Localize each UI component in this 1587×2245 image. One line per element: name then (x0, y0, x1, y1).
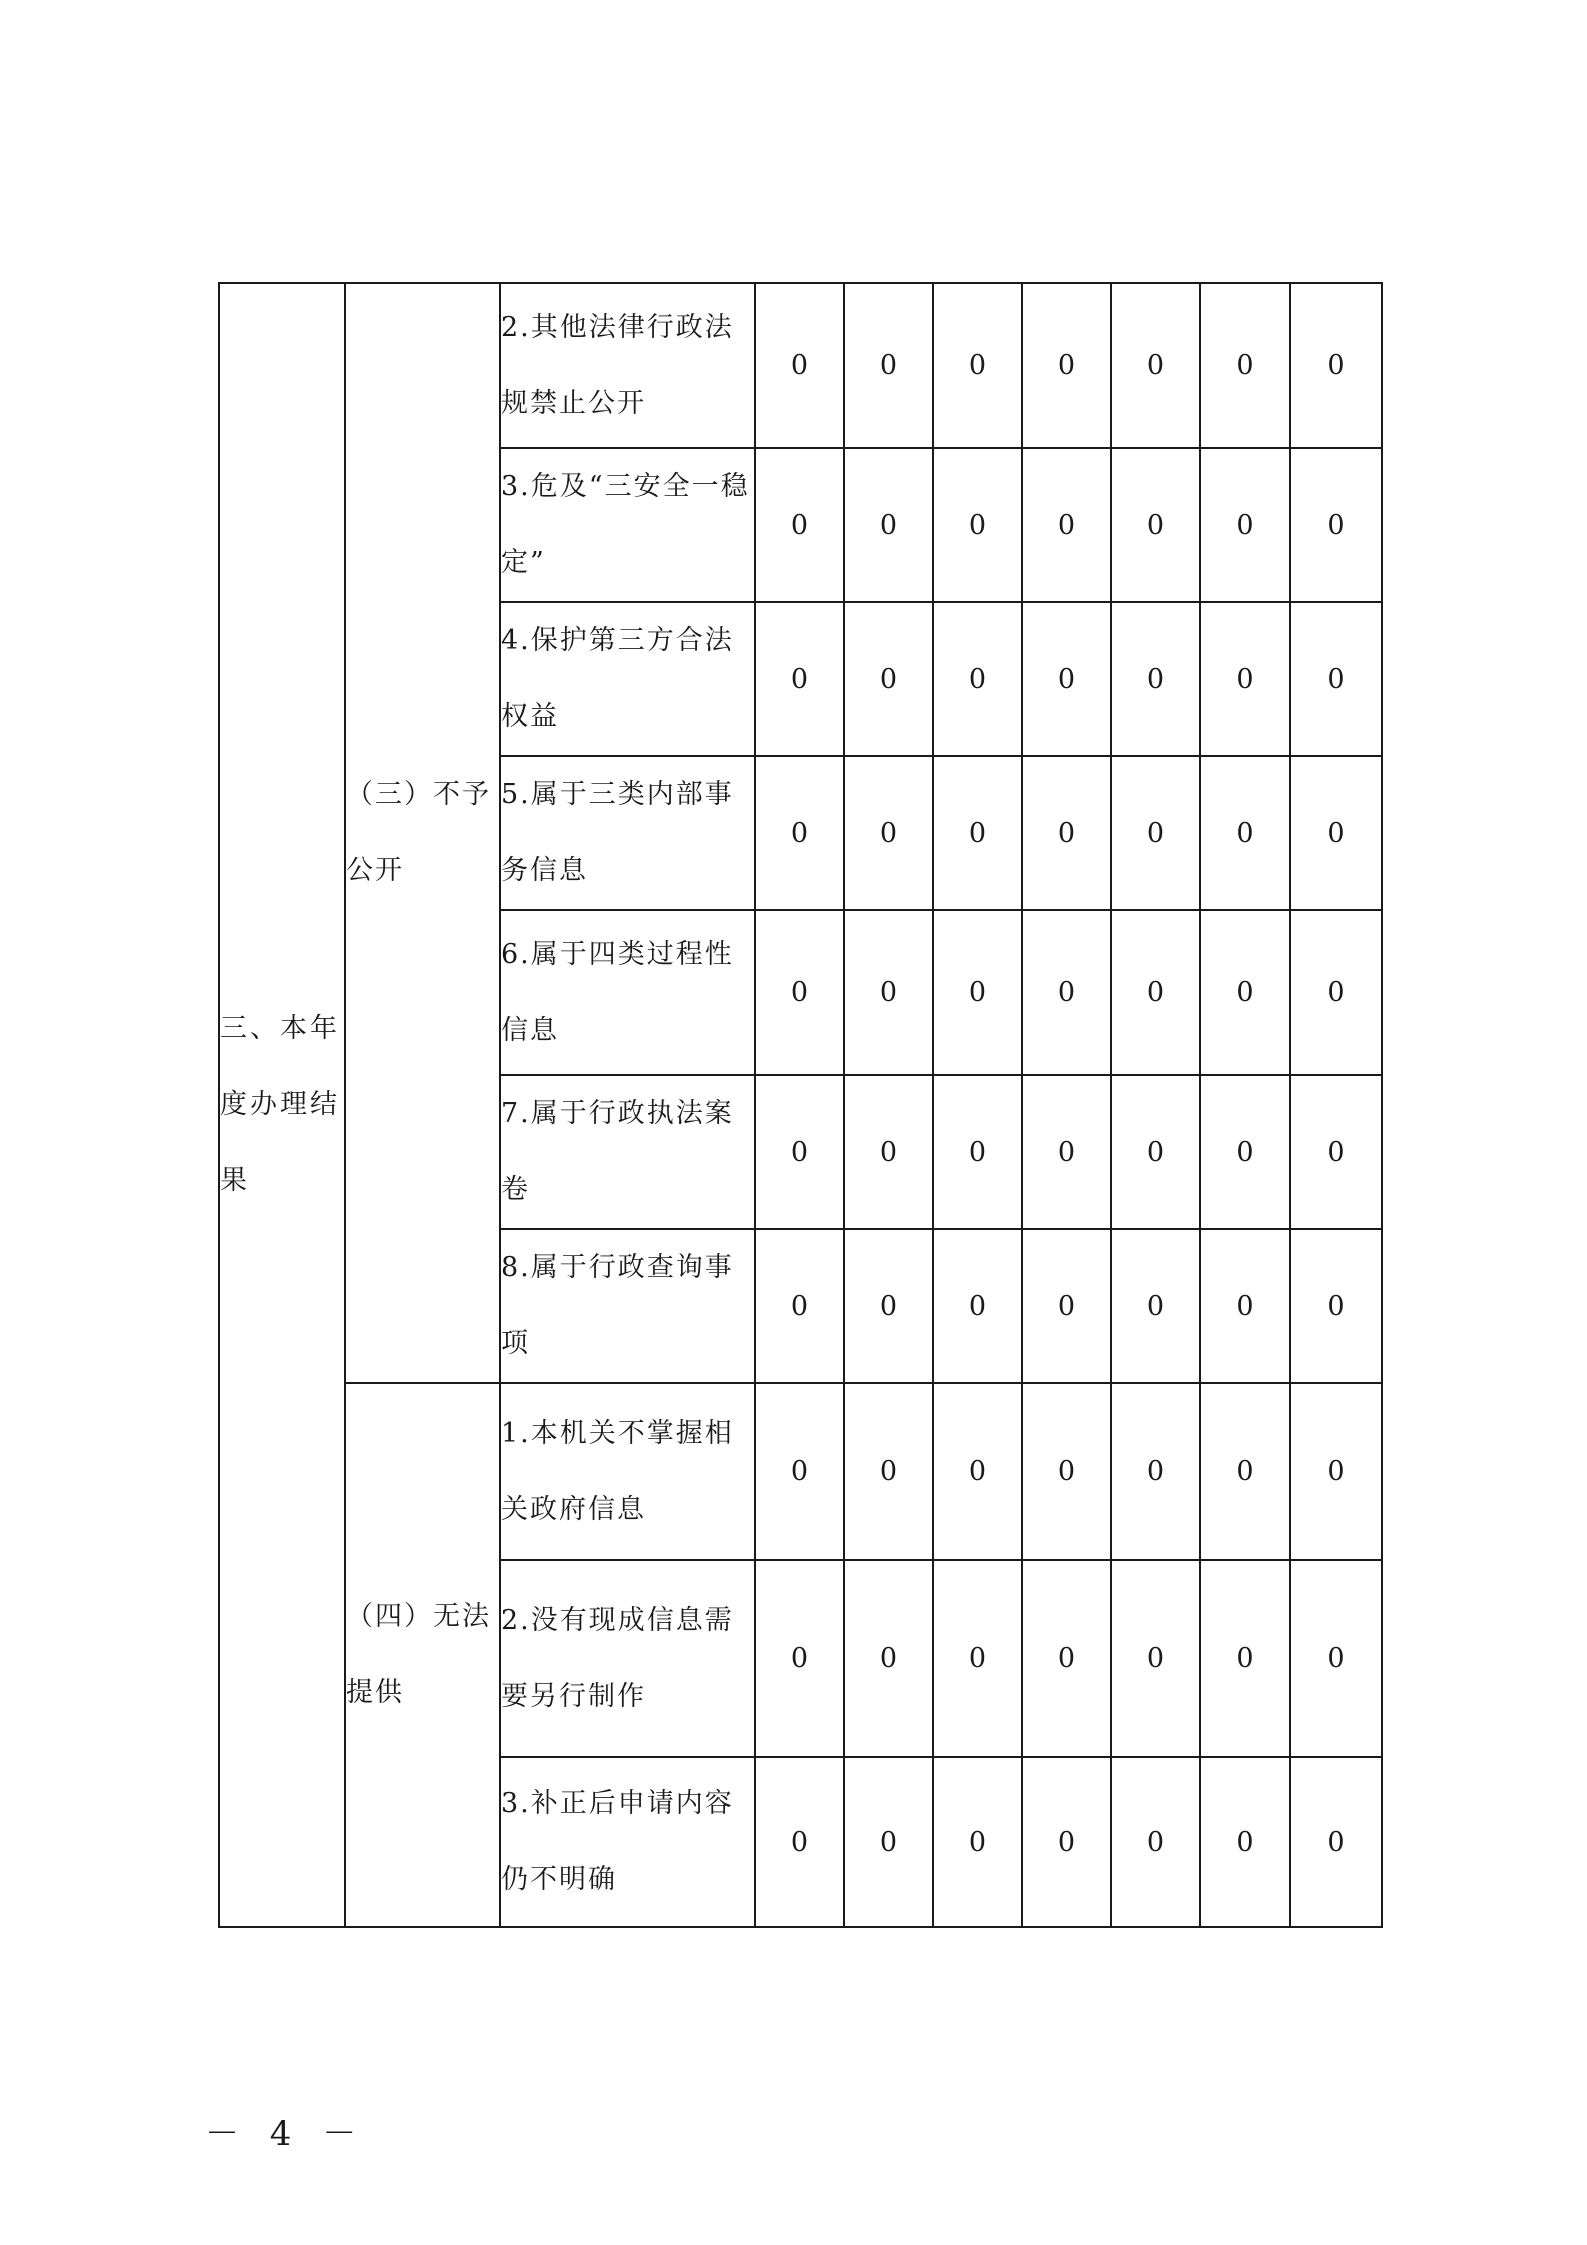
table-row (219, 1383, 1382, 1560)
value-cell: 0 (755, 1229, 844, 1383)
value-cell: 0 (1290, 1229, 1382, 1383)
value-cell: 0 (1022, 1383, 1111, 1560)
row-label: 6.属于四类过程性信息 (500, 910, 755, 1075)
value-cell: 0 (844, 910, 933, 1075)
value-cell: 0 (933, 1757, 1022, 1927)
value-cell: 0 (844, 448, 933, 602)
value-cell: 0 (1022, 1757, 1111, 1927)
value-cell: 0 (1200, 756, 1290, 910)
value-cell: 0 (933, 283, 1022, 448)
value-cell: 0 (1290, 1560, 1382, 1757)
row-label: 4.保护第三方合法权益 (500, 602, 755, 756)
value-cell: 0 (933, 1383, 1022, 1560)
value-cell: 0 (755, 1560, 844, 1757)
value-cell: 0 (933, 1075, 1022, 1229)
row-label: 3.危及“三安全一稳定” (500, 448, 755, 602)
value-cell: 0 (755, 602, 844, 756)
value-cell: 0 (1111, 1075, 1200, 1229)
value-cell: 0 (1022, 283, 1111, 448)
value-cell: 0 (1022, 1560, 1111, 1757)
value-cell: 0 (1200, 602, 1290, 756)
value-cell: 0 (1111, 1229, 1200, 1383)
value-cell: 0 (1200, 1075, 1290, 1229)
value-cell: 0 (1111, 602, 1200, 756)
row-label: 2.其他法律行政法规禁止公开 (500, 283, 755, 448)
value-cell: 0 (1022, 1229, 1111, 1383)
value-cell: 0 (1111, 1383, 1200, 1560)
value-cell: 0 (1111, 448, 1200, 602)
value-cell: 0 (1200, 1757, 1290, 1927)
value-cell: 0 (1200, 910, 1290, 1075)
row-label: 8.属于行政查询事项 (500, 1229, 755, 1383)
value-cell: 0 (755, 756, 844, 910)
table-row (219, 283, 1382, 448)
value-cell: 0 (933, 756, 1022, 910)
value-cell: 0 (755, 910, 844, 1075)
value-cell: 0 (1200, 1383, 1290, 1560)
group-label-withhold: （三）不予公开 (345, 283, 500, 1383)
value-cell: 0 (1290, 1075, 1382, 1229)
row-label: 1.本机关不掌握相关政府信息 (500, 1383, 755, 1560)
row-label: 7.属于行政执法案卷 (500, 1075, 755, 1229)
value-cell: 0 (1111, 1757, 1200, 1927)
value-cell: 0 (1022, 602, 1111, 756)
section-label: 三、本年度办理结果 (219, 283, 345, 1927)
value-cell: 0 (933, 910, 1022, 1075)
value-cell: 0 (1111, 910, 1200, 1075)
value-cell: 0 (755, 1075, 844, 1229)
value-cell: 0 (933, 1229, 1022, 1383)
value-cell: 0 (1022, 756, 1111, 910)
value-cell: 0 (1111, 756, 1200, 910)
row-label: 5.属于三类内部事务信息 (500, 756, 755, 910)
value-cell: 0 (1200, 448, 1290, 602)
value-cell: 0 (1290, 910, 1382, 1075)
value-cell: 0 (844, 1075, 933, 1229)
value-cell: 0 (844, 1383, 933, 1560)
value-cell: 0 (755, 1757, 844, 1927)
page-number: － 4 － (205, 2114, 367, 2154)
value-cell: 0 (1111, 1560, 1200, 1757)
value-cell: 0 (844, 1229, 933, 1383)
value-cell: 0 (844, 283, 933, 448)
value-cell: 0 (755, 283, 844, 448)
value-cell: 0 (1022, 910, 1111, 1075)
report-table (218, 282, 1383, 1928)
row-label: 2.没有现成信息需要另行制作 (500, 1560, 755, 1757)
value-cell: 0 (1290, 448, 1382, 602)
value-cell: 0 (844, 1560, 933, 1757)
value-cell: 0 (1290, 756, 1382, 910)
value-cell: 0 (755, 1383, 844, 1560)
value-cell: 0 (755, 448, 844, 602)
value-cell: 0 (1022, 1075, 1111, 1229)
value-cell: 0 (844, 1757, 933, 1927)
value-cell: 0 (933, 602, 1022, 756)
value-cell: 0 (933, 448, 1022, 602)
value-cell: 0 (933, 1560, 1022, 1757)
value-cell: 0 (1200, 283, 1290, 448)
value-cell: 0 (1200, 1560, 1290, 1757)
value-cell: 0 (844, 602, 933, 756)
group-label-unable: （四）无法提供 (345, 1383, 500, 1927)
row-label: 3.补正后申请内容仍不明确 (500, 1757, 755, 1927)
value-cell: 0 (844, 756, 933, 910)
value-cell: 0 (1290, 1757, 1382, 1927)
value-cell: 0 (1022, 448, 1111, 602)
value-cell: 0 (1200, 1229, 1290, 1383)
value-cell: 0 (1111, 283, 1200, 448)
value-cell: 0 (1290, 1383, 1382, 1560)
value-cell: 0 (1290, 283, 1382, 448)
value-cell: 0 (1290, 602, 1382, 756)
